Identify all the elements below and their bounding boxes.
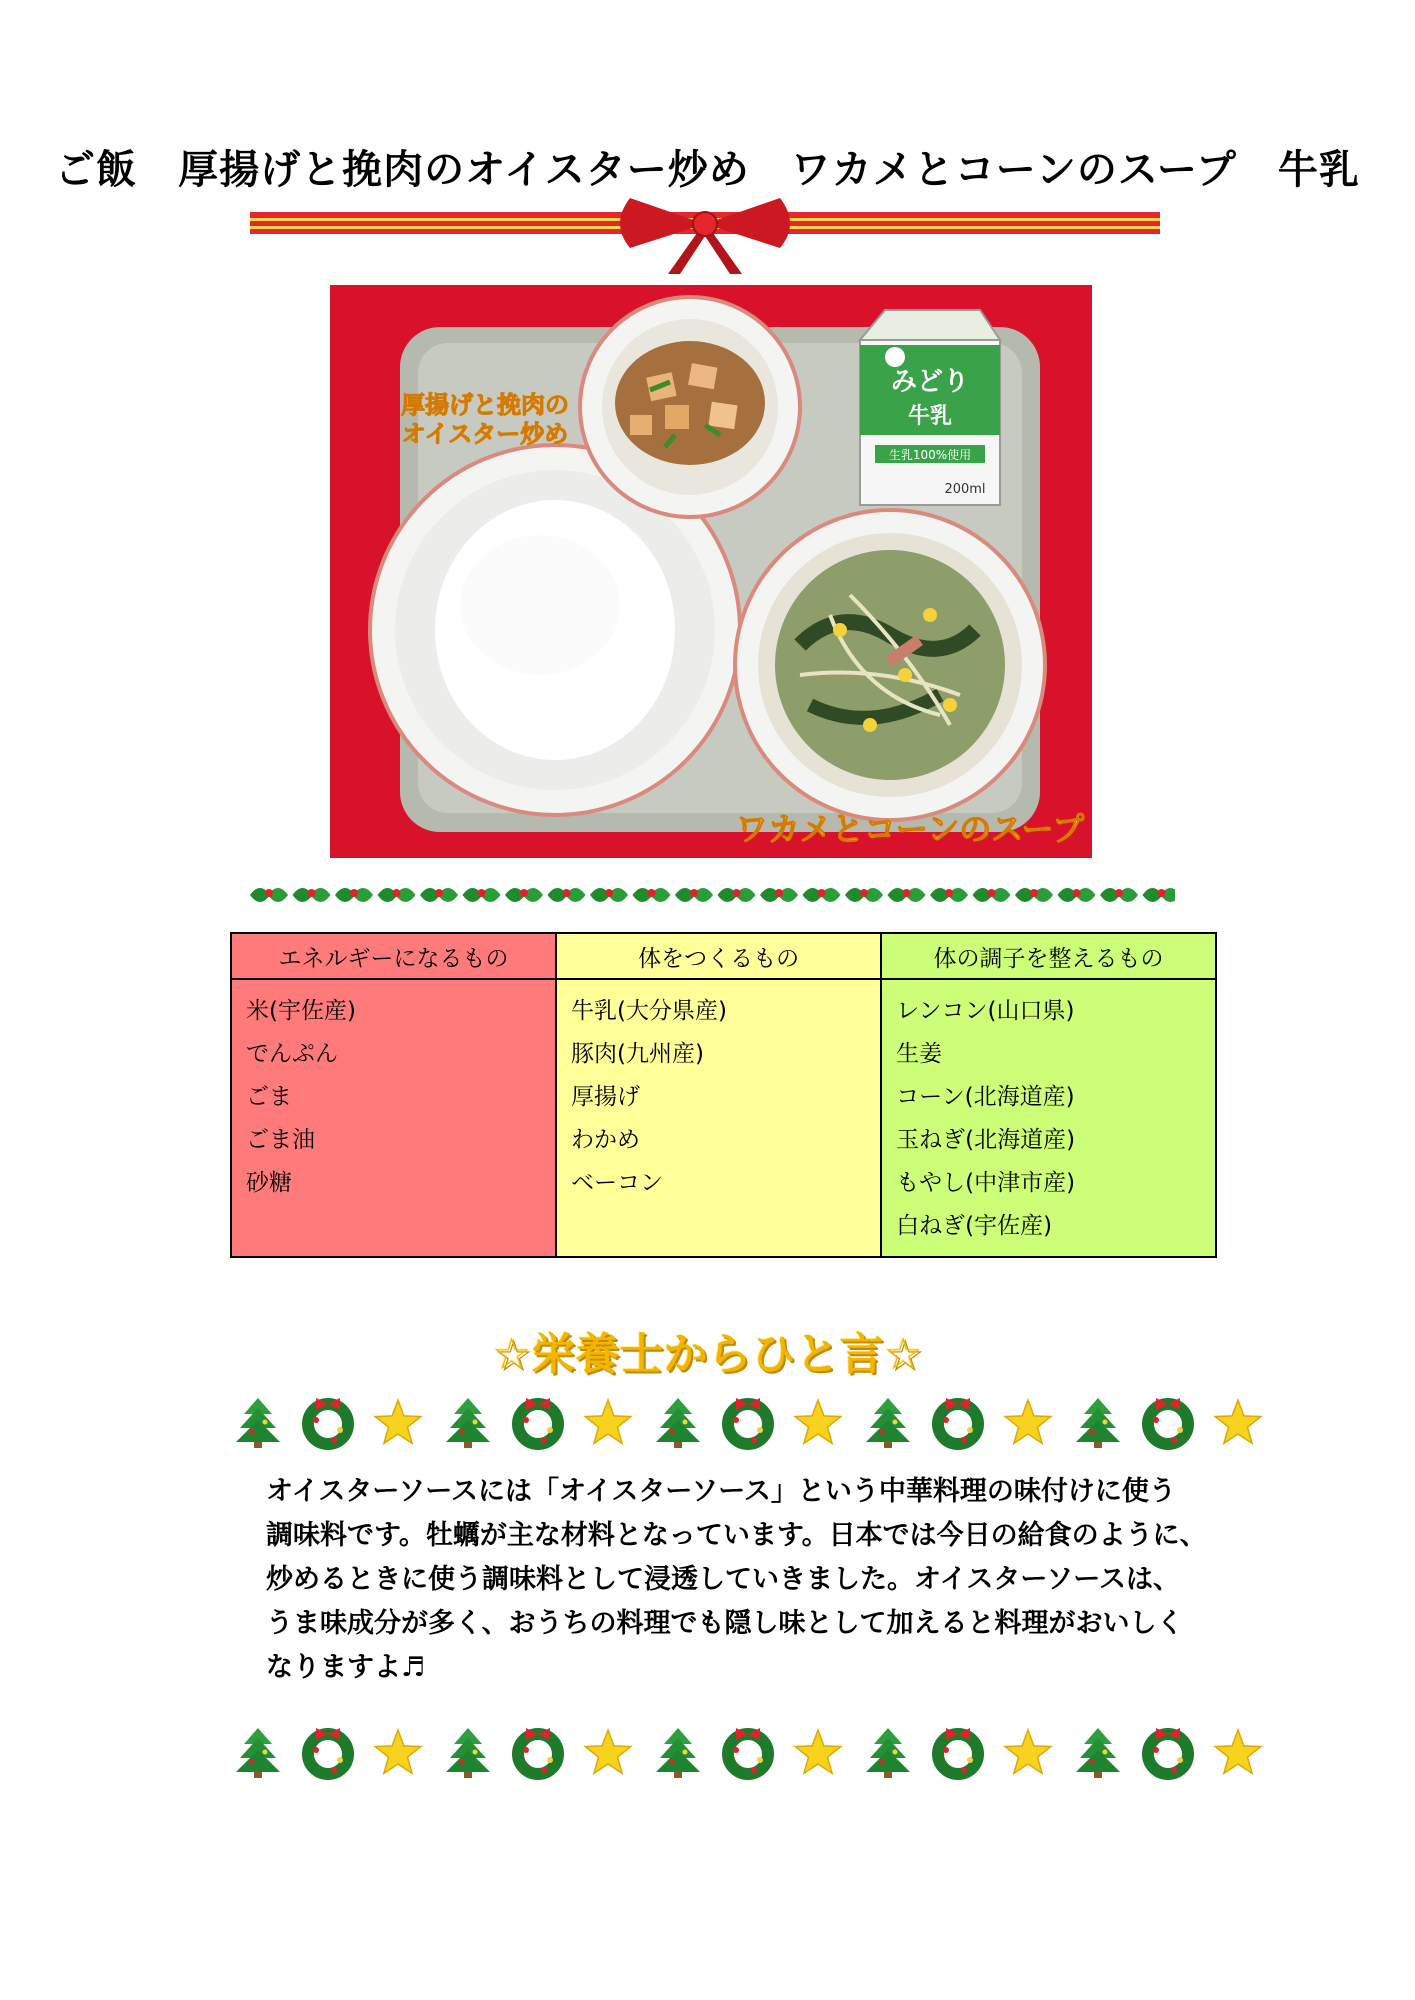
holly-leaf-icon [590,888,628,902]
comment-line: 調味料です。牡蠣が主な材料となっています。日本では今日の給食のように、 [266,1520,1207,1551]
comment-line: 炒めるときに使う調味料として浸透していきました。オイスターソースは、 [266,1564,1180,1595]
list-item: ベーコン [571,1170,664,1196]
list-item: 玉ねぎ(北海道産) [896,1127,1076,1153]
body-foods-cell [556,979,881,1257]
list-item: ごま [246,1084,292,1110]
tree-icon [236,1398,280,1448]
tree-icon [446,1728,490,1778]
holly-leaf-icon [845,888,883,902]
tree-icon [1076,1398,1120,1448]
holly-leaf-icon [1058,888,1096,902]
holly-leaf-icon [250,888,288,902]
list-item: コーン(北海道産) [896,1084,1075,1110]
header-condition: 体の調子を整えるもの [881,933,1216,979]
list-item: わかめ [571,1127,641,1153]
list-item: もやし(中津市産) [896,1170,1076,1196]
wreath-icon [308,1728,348,1774]
holly-leaf-icon [335,888,373,902]
holly-leaf-icon [973,888,1011,902]
holly-leaf-icon [293,888,331,902]
wreath-icon [308,1398,348,1444]
ribbon-bow-decoration [250,196,1160,276]
list-item: でんぷん [246,1041,338,1067]
holly-leaf-icon [463,888,501,902]
star-icon [1215,1400,1261,1443]
holly-leaf-icon [803,888,841,902]
wreath-icon [1148,1728,1188,1774]
holly-leaf-icon [1015,888,1053,902]
wreath-icon [938,1398,978,1444]
list-item: 米(宇佐産) [246,998,356,1024]
holly-leaf-icon [378,888,416,902]
header-body: 体をつくるもの [556,933,881,979]
milk-volume-text: 200ml [944,482,986,497]
star-icon [1005,1400,1051,1443]
tree-icon [656,1728,700,1778]
list-item: 牛乳(大分県産) [571,998,727,1024]
food-group-table [230,932,1217,1258]
holly-leaf-icon [1143,888,1176,902]
holly-leaf-icon [633,888,671,902]
tree-icon [656,1398,700,1448]
stirfry-label-line2: オイスター炒め [401,420,569,448]
holly-leaf-icon [675,888,713,902]
christmas-icons-border-bottom [230,1722,1265,1782]
nutritionist-heading: ☆栄養士からひと言☆ [492,1329,923,1380]
comment-line: オイスターソースには「オイスターソース」という中華料理の味付けに使う [266,1476,1176,1507]
tree-icon [236,1728,280,1778]
star-icon [1005,1730,1051,1773]
wreath-icon [1148,1398,1188,1444]
star-icon [795,1730,841,1773]
list-item: 豚肉(九州産) [571,1041,704,1067]
list-item: 厚揚げ [571,1084,641,1110]
page-title: ご飯 厚揚げと挽肉のオイスター炒め ワカメとコーンのスープ 牛乳 [55,147,1360,193]
tree-icon [1076,1728,1120,1778]
comment-line: うま味成分が多く、おうちの料理でも隠し味として加えると料理がおいしく [266,1608,1184,1639]
holly-leaf-icon [760,888,798,902]
star-icon [585,1400,631,1443]
holly-garland-decoration [240,877,1175,911]
list-item: ごま油 [246,1127,315,1153]
wreath-icon [938,1728,978,1774]
holly-leaf-icon [1100,888,1138,902]
star-icon [375,1730,421,1773]
list-item: 生姜 [896,1041,943,1067]
list-item: 白ねぎ(宇佐産) [896,1213,1053,1239]
christmas-icons-border-top [230,1392,1265,1452]
holly-leaf-icon [718,888,756,902]
list-item: 砂糖 [246,1170,292,1196]
holly-leaf-icon [930,888,968,902]
milk-brand-text: みどり [890,367,970,397]
comment-line: なりますよ♬ [266,1652,426,1683]
wreath-icon [728,1728,768,1774]
wreath-icon [728,1398,768,1444]
holly-leaf-icon [420,888,458,902]
list-item: レンコン(山口県) [896,998,1075,1024]
tree-icon [866,1398,910,1448]
star-icon [585,1730,631,1773]
wreath-icon [518,1728,558,1774]
school-lunch-photo [330,285,1092,858]
star-icon [1215,1730,1261,1773]
star-icon [375,1400,421,1443]
soup-label: ワカメとコーンのスープ [735,810,1085,848]
holly-leaf-icon [505,888,543,902]
tree-icon [866,1728,910,1778]
condition-foods-cell [881,979,1216,1257]
stirfry-label-line1: 厚揚げと挽肉の [401,391,569,419]
holly-leaf-icon [548,888,586,902]
tree-icon [446,1398,490,1448]
energy-foods-cell [231,979,556,1257]
wreath-icon [518,1398,558,1444]
star-icon [795,1400,841,1443]
holly-leaf-icon [888,888,926,902]
milk-name-text: 牛乳 [907,404,953,429]
nutritionist-comment [266,1470,1256,1690]
milk-note-text: 生乳100%使用 [888,448,972,462]
header-energy: エネルギーになるもの [231,933,556,979]
